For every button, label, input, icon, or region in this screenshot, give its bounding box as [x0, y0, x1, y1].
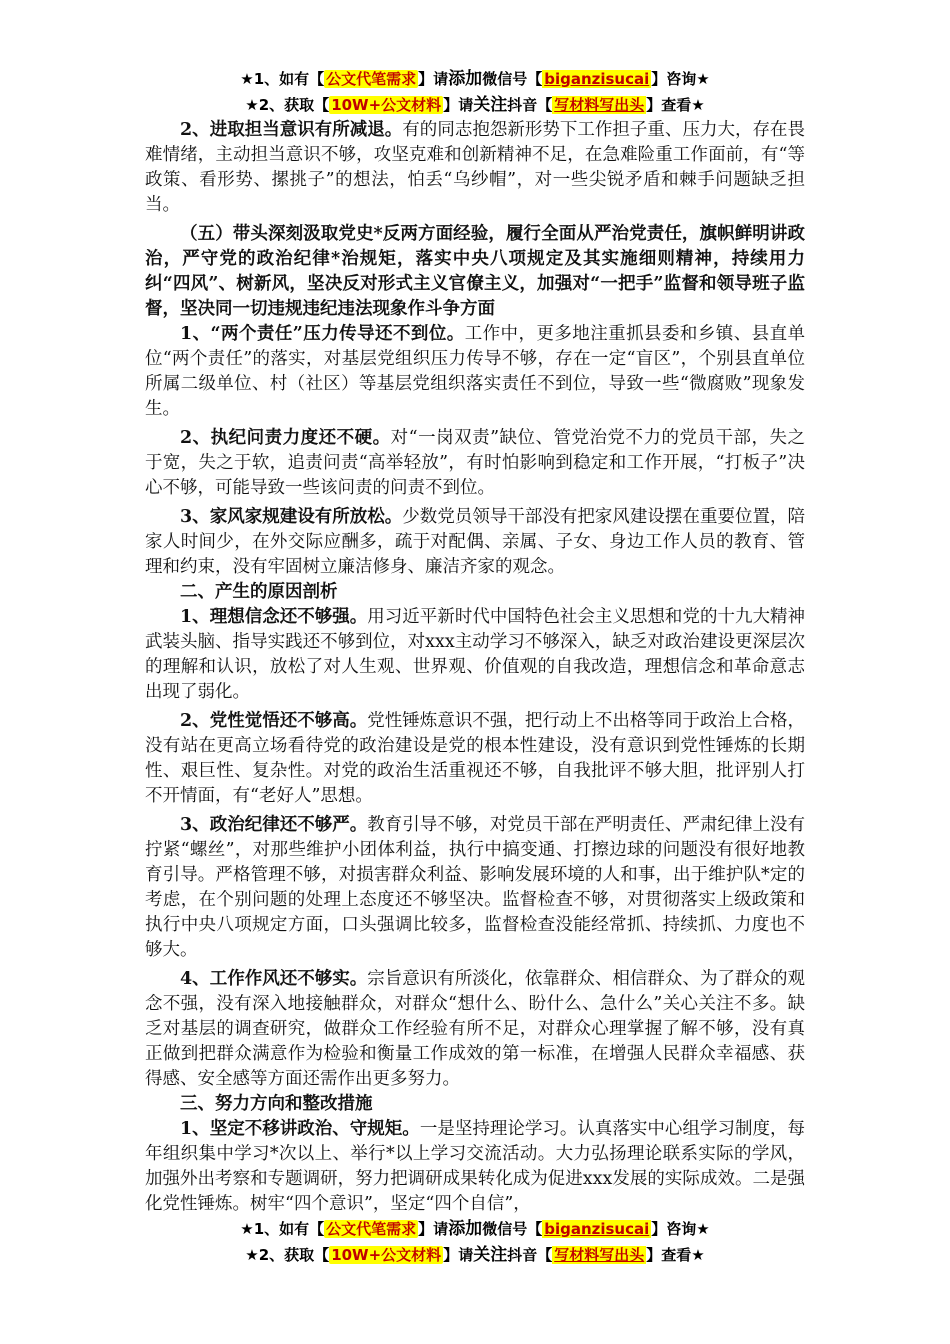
banner-highlight: 公文代笔需求 [326, 1220, 417, 1238]
banner-emphasis: 关注 [473, 1245, 508, 1265]
paragraph-lead: 3、家风家规建设有所放松。 [180, 507, 403, 527]
douyin-id-highlight: 写材料写出头 [554, 96, 645, 114]
paragraph [145, 709, 805, 809]
paragraph-text: 教育引导不够，对党员干部在严明责任、严肃纪律上没有拧紧“螺丝”，对那些维护小团体利益，执行中搞变通、打擦边球的问题没有很好地教育引导。严格管理不够，对损害群众利益、影响发展环境的人和事，出于维护队*定的考虑，在个别问题的处理上态度还不够坚决。监督检查不够，对贯彻落实上级政策和执行中央八项规定方面，口头强调比较多，监督检查没能经常抓、持续抓、力度也不够大。 [145, 815, 805, 960]
banner-text: 】咨询★ [651, 1220, 710, 1238]
paragraph-text: 宗旨意识有所淡化，依靠群众、相信群众、为了群众的观念不强，没有深入地接触群众，对群众“想什么、盼什么、急什么”关心关注不多。缺乏对基层的调查研究，做群众工作经验有所不足，对群众心理掌握了解不够，没有真正做到把群众满意作为检验和衡量工作成效的第一标准，在增强人民群众幸福感、获得感、安全感等方面还需作出更多努力。 [145, 969, 805, 1089]
banner-text: 】咨询★ [651, 70, 710, 88]
banner-emphasis: 添加 [448, 69, 483, 89]
section-heading-5: （五）带头深刻汲取党史*反两方面经验，履行全面从严治党责任，旗帜鲜明讲政治，严守党的政治纪律*治规矩，落实中央八项规定及其实施细则精神，持续用力纠“四风”、树新风，坚决反对形式主义官僚主义，加强对“一把手”监督和领导班子监督，坚决同一切违规违纪违法现象作斗争方面 [145, 224, 805, 319]
banner-text: 】请 [443, 96, 474, 114]
banner-text: 】查看★ [646, 1246, 705, 1264]
paragraph-lead: 1、理想信念还不够强。 [180, 607, 368, 627]
paragraph [145, 813, 805, 963]
banner-text: 抖音【 [507, 96, 553, 114]
banner-text: ★1、如有【 [240, 70, 325, 88]
paragraph [145, 322, 805, 422]
bottom-banner-line-2 [145, 1242, 805, 1268]
wechat-id-highlight: biganzisucai [544, 70, 650, 88]
banner-text: ★2、获取【 [245, 96, 330, 114]
paragraph [145, 1117, 805, 1217]
paragraph-text: 少数党员领导干部没有把家风建设摆在重要位置，陪家人时间少，在外交际应酬多，疏于对配偶、亲属、子女、身边工作人员的教育、管理和约束，没有牢固树立廉洁修身、廉洁齐家的观念。 [145, 507, 805, 577]
paragraph-lead: 2、进取担当意识有所减退。 [180, 120, 403, 140]
top-banner-line-1 [145, 66, 805, 92]
paragraph [145, 426, 805, 501]
paragraph [145, 118, 805, 218]
document-page [145, 66, 805, 1217]
banner-text: ★2、获取【 [245, 1246, 330, 1264]
paragraph-text: 有的同志抱怨新形势下工作担子重、压力大，存在畏难情绪，主动担当意识不够，攻坚克难和创新精神不足，在急难险重工作面前，有“等政策、看形势、摞挑子”的想法，怕丢“乌纱帽”，对一些尖锐矛盾和棘手问题缺乏担当。 [145, 120, 805, 215]
paragraph-text: 一是坚持理论学习。认真落实中心组学习制度，每年组织集中学习*次以上、举行*以上学习交流活动。大力弘扬理论联系实际的学风，加强外出考察和专题调研，努力把调研成果转化成为促进xxx发展的实际成效。二是强化党性锤炼。树牢“四个意识”，坚定“四个自信”， [145, 1119, 805, 1214]
paragraph-text: 党性锤炼意识不强，把行动上不出格等同于政治上合格，没有站在更高立场看待党的政治建设是党的根本性建设，没有意识到党性锤炼的长期性、艰巨性、复杂性。对党的政治生活重视还不够，自我批评不够大胆，批评别人打不开情面，有“老好人”思想。 [145, 711, 805, 806]
paragraph-lead: 1、坚定不移讲政治、守规矩。 [180, 1119, 420, 1139]
section-heading-3: 三、努力方向和整改措施 [180, 1094, 373, 1114]
paragraph [145, 605, 805, 705]
paragraph-text: 用习近平新时代中国特色社会主义思想和党的十九大精神武装头脑、指导实践还不够到位，对xxx主动学习不够深入，缺乏对政治建设更深层次的理解和认识，放松了对人生观、世界观、价值观的自我改造，理想信念和革命意志出现了弱化。 [145, 607, 805, 702]
banner-text: 抖音【 [507, 1246, 553, 1264]
banner-text: 】请 [418, 1220, 449, 1238]
banner-text: 】请 [443, 1246, 474, 1264]
banner-emphasis: 关注 [473, 95, 508, 115]
wechat-id-highlight: biganzisucai [544, 1220, 650, 1238]
banner-highlight: 10W+公文材料 [331, 96, 442, 114]
banner-text: 】查看★ [646, 96, 705, 114]
bottom-banner [145, 1216, 805, 1268]
paragraph [145, 505, 805, 580]
banner-text: ★1、如有【 [240, 1220, 325, 1238]
paragraph-lead: 1、“两个责任”压力传导还不到位。 [180, 324, 465, 344]
paragraph-text: 工作中，更多地注重抓县委和乡镇、县直单位“两个责任”的落实，对基层党组织压力传导不够，存在一定“盲区”，个别县直单位所属二级单位、村（社区）等基层党组织落实责任不到位，导致一些“微腐败”现象发生。 [145, 324, 805, 419]
banner-highlight: 10W+公文材料 [331, 1246, 442, 1264]
paragraph [145, 967, 805, 1092]
section-heading-2: 二、产生的原因剖析 [180, 582, 338, 602]
douyin-id-highlight: 写材料写出头 [554, 1246, 645, 1264]
paragraph-lead: 2、党性觉悟还不够高。 [180, 711, 368, 731]
banner-emphasis: 添加 [448, 1219, 483, 1239]
paragraph-lead: 4、工作作风还不够实。 [180, 969, 368, 989]
bottom-banner-line-1 [145, 1216, 805, 1242]
paragraph-lead: 2、执纪问责力度还不硬。 [180, 428, 391, 448]
banner-text: 微信号【 [482, 1220, 543, 1238]
banner-highlight: 公文代笔需求 [326, 70, 417, 88]
banner-text: 微信号【 [482, 70, 543, 88]
top-banner-line-2 [145, 92, 805, 118]
paragraph-lead: 3、政治纪律还不够严。 [180, 815, 368, 835]
banner-text: 】请 [418, 70, 449, 88]
paragraph-text: 对“一岗双责”缺位、管党治党不力的党员干部，失之于宽，失之于软，追责问责“高举轻放”，有时怕影响到稳定和工作开展，“打板子”决心不够，可能导致一些该问责的问责不到位。 [145, 428, 805, 498]
